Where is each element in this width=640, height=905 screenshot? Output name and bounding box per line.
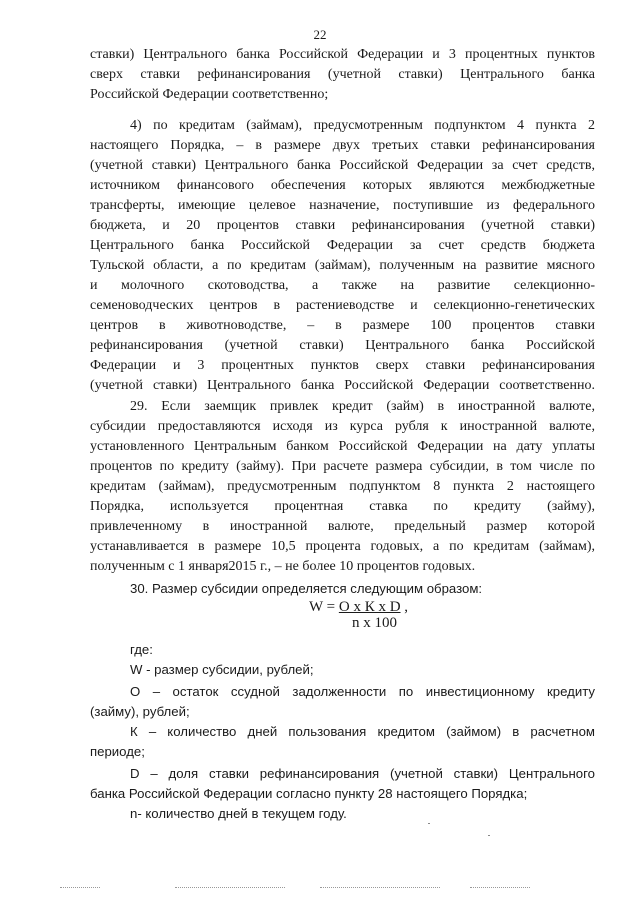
text-line: и молочного скотоводства, а также на развитие селекционно- [90, 278, 595, 293]
formula-denominator: n х 100 [352, 615, 397, 631]
text-line: установленного Центральным банком Российской Федерации на дату уплаты [90, 439, 595, 454]
scan-speck [428, 823, 430, 824]
text-line: сверх ставки рефинансирования (учетной ставки) Центрального банка [90, 67, 595, 82]
text-line: рефинансирования (учетной ставки) Центрального банка Российской [90, 338, 595, 353]
text-line: 30. Размер субсидии определяется следующим образом: [130, 581, 483, 596]
text-line: 4) по кредитам (займам), предусмотренным подпунктом 4 пункта 2 [130, 118, 595, 133]
text-line: Федерации и 3 процентных пунктов сверх ставки рефинансирования [90, 358, 595, 373]
text-line: (учетной ставки) Центрального банка Российской Федерации за счет средств, [90, 158, 595, 173]
text-line: источником финансового обеспечения которых являются межбюджетные [90, 178, 595, 193]
text-line: процентов по кредиту (займу). При расчете размера субсидии, в том числе по [90, 459, 595, 474]
text-line: бюджета, и 20 процентов ставки рефинансирования (учетной ставки) [90, 218, 595, 233]
text-line: центров в животноводстве, – в размере 100 процентов ставки [90, 318, 595, 333]
text-line: привлеченному в иностранной валюте, предельный размер которой [90, 519, 595, 534]
text-line: периоде; [90, 744, 145, 759]
text-line: трансферты, имеющие целевое назначение, поступившие из федерального [90, 198, 595, 213]
text-line: банка Российской Федерации согласно пункту 28 настоящего Порядка; [90, 786, 528, 801]
page-number: 22 [313, 27, 327, 42]
scan-speck [488, 835, 490, 836]
formula-lhs: W = [309, 599, 339, 615]
text-line: Порядка, используется процентная ставка по кредиту (займу), [90, 499, 595, 514]
scan-footer-line [60, 887, 100, 889]
scan-footer-line [470, 887, 530, 889]
text-line: настоящего Порядка, – в размере двух третьих ставки рефинансирования [90, 138, 595, 153]
text-line: W - размер субсидии, рублей; [130, 662, 314, 677]
text-line: (учетной ставки) Центрального банка Российской Федерации соответственно. [90, 378, 595, 393]
text-line: 29. Если заемщик привлек кредит (займ) в иностранной валюте, [130, 399, 595, 414]
formula [309, 597, 408, 617]
text-line: полученным с 1 января2015 г., – не более 10 процентов годовых. [90, 559, 476, 574]
text-line: субсидии предоставляются исходя из курса рубля к иностранной валюте, [90, 419, 595, 434]
text-line: n- количество дней в текущем году. [130, 806, 347, 821]
text-line: (займу), рублей; [90, 704, 190, 719]
text-line: семеноводческих центров в растениеводстве и селекционно-генетических [90, 298, 595, 313]
text-line: О – остаток ссудной задолженности по инвестиционному кредиту [130, 684, 595, 699]
text-line: где: [130, 642, 153, 657]
text-line: Тульской области, а по кредитам (займам), полученным на развитие мясного [90, 258, 595, 273]
text-line: Российской Федерации соответственно; [90, 87, 329, 102]
text-line: кредитам (займам), предусмотренным подпунктом 8 пункта 2 настоящего [90, 479, 595, 494]
text-line: D – доля ставки рефинансирования (учетной ставки) Центрального [130, 766, 595, 781]
text-line: К – количество дней пользования кредитом (займом) в расчетном [130, 724, 595, 739]
formula-tail: , [400, 599, 409, 615]
text-line: ставки) Центрального банка Российской Федерации и 3 процентных пунктов [90, 47, 595, 62]
text-line: устанавливается в размере 10,5 процента годовых, а по кредитам (займам), [90, 539, 595, 554]
scan-footer-line [175, 887, 285, 889]
scan-footer-line [320, 887, 440, 889]
formula-numerator: О х К х D [338, 599, 401, 615]
text-line: Центрального банка Российской Федерации за счет средств бюджета [90, 238, 595, 253]
